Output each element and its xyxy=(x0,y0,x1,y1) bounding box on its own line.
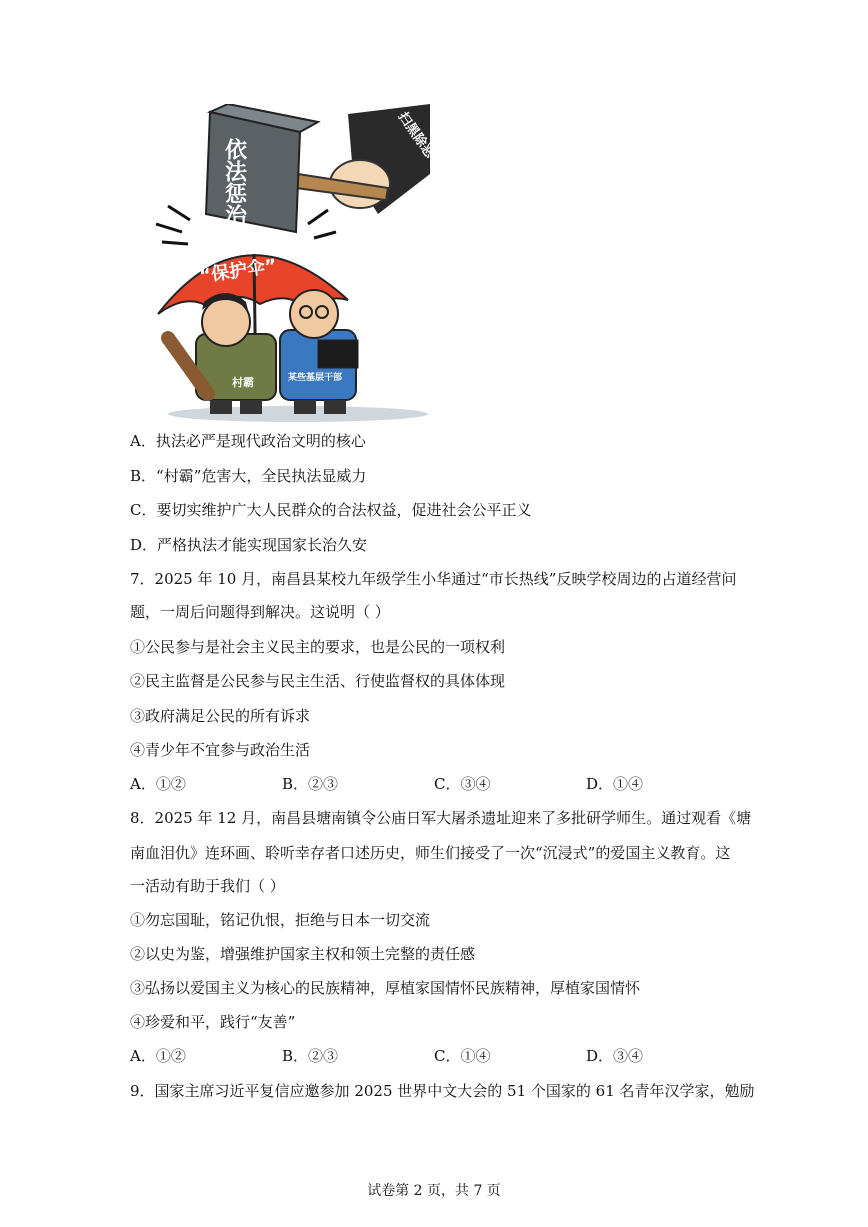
q8-choice-b: B．②③ xyxy=(282,1047,339,1065)
thug-label: 村霸 xyxy=(232,376,254,389)
official-label: 某些基层干部 xyxy=(288,373,343,383)
official-figure xyxy=(280,290,358,414)
q7-statement-1: ①公民参与是社会主义民主的要求，也是公民的一项权利 xyxy=(130,638,506,656)
q8-statement-3: ③弘扬以爱国主义为核心的民族精神，厚植家国情怀民族精神，厚植家国情怀 xyxy=(130,979,641,997)
q8-choice-c: C．①④ xyxy=(434,1047,491,1065)
anti-corruption-cartoon xyxy=(148,104,438,424)
q8-stem-line3: 一活动有助于我们（ ） xyxy=(130,877,285,895)
q8-statement-2: ②以史为鉴，增强维护国家主权和领土完整的责任感 xyxy=(130,945,476,963)
page-footer: 试卷第 2 页，共 7 页 xyxy=(367,1183,501,1199)
q7-stem-line2: 题，一周后问题得到解决。这说明（ ） xyxy=(130,603,390,621)
q7-choice-a: A．①② xyxy=(130,775,186,793)
q7-stem-line1: 7．2025 年 10 月，南昌县某校九年级学生小华通过“市长热线”反映学校周边的占道经营问 xyxy=(130,570,737,588)
q8-statement-4: ④珍爱和平，践行“友善” xyxy=(130,1013,296,1031)
q9-stem-line1: 9．国家主席习近平复信应邀参加 2025 世界中文大会的 51 个国家的 61 名青年汉学家，勉励 xyxy=(130,1082,755,1100)
q7-statement-3: ③政府满足公民的所有诉求 xyxy=(130,707,311,725)
q8-stem-line2: 南血泪仇》连环画、聆听幸存者口述历史，师生们接受了一次“沉浸式”的爱国主义教育。这 xyxy=(130,844,731,862)
q8-choice-d: D．③④ xyxy=(586,1047,644,1065)
q8-stem-line1: 8．2025 年 12 月，南昌县塘南镇令公庙日军大屠杀遗址迎来了多批研学师生。通过观看《塘 xyxy=(130,809,752,827)
q7-choice-d: D．①④ xyxy=(586,775,644,793)
sleeve-label: 扫黑除恶 xyxy=(394,109,437,161)
q6-option-d: D．严格执法才能实现国家长治久安 xyxy=(130,536,368,554)
q7-statement-4: ④青少年不宜参与政治生活 xyxy=(130,741,311,759)
q6-option-b: B．“村霸”危害大，全民执法显威力 xyxy=(130,467,367,485)
q7-statement-2: ②民主监督是公民参与民主生活、行使监督权的具体体现 xyxy=(130,672,506,690)
q7-choice-c: C．③④ xyxy=(434,775,491,793)
q6-option-a: A．执法必严是现代政治文明的核心 xyxy=(130,432,366,450)
hammer-label: 依法惩治 xyxy=(221,138,247,226)
hammer-head xyxy=(206,104,318,232)
umbrella-label: “保护伞” xyxy=(198,255,279,287)
q6-option-c: C．要切实维护广大人民群众的合法权益，促进社会公平正义 xyxy=(130,501,532,519)
q7-choice-b: B．②③ xyxy=(282,775,339,793)
thug-figure xyxy=(168,293,276,414)
q8-statement-1: ①勿忘国耻，铭记仇恨，拒绝与日本一切交流 xyxy=(130,911,431,929)
q8-choice-a: A．①② xyxy=(130,1047,186,1065)
